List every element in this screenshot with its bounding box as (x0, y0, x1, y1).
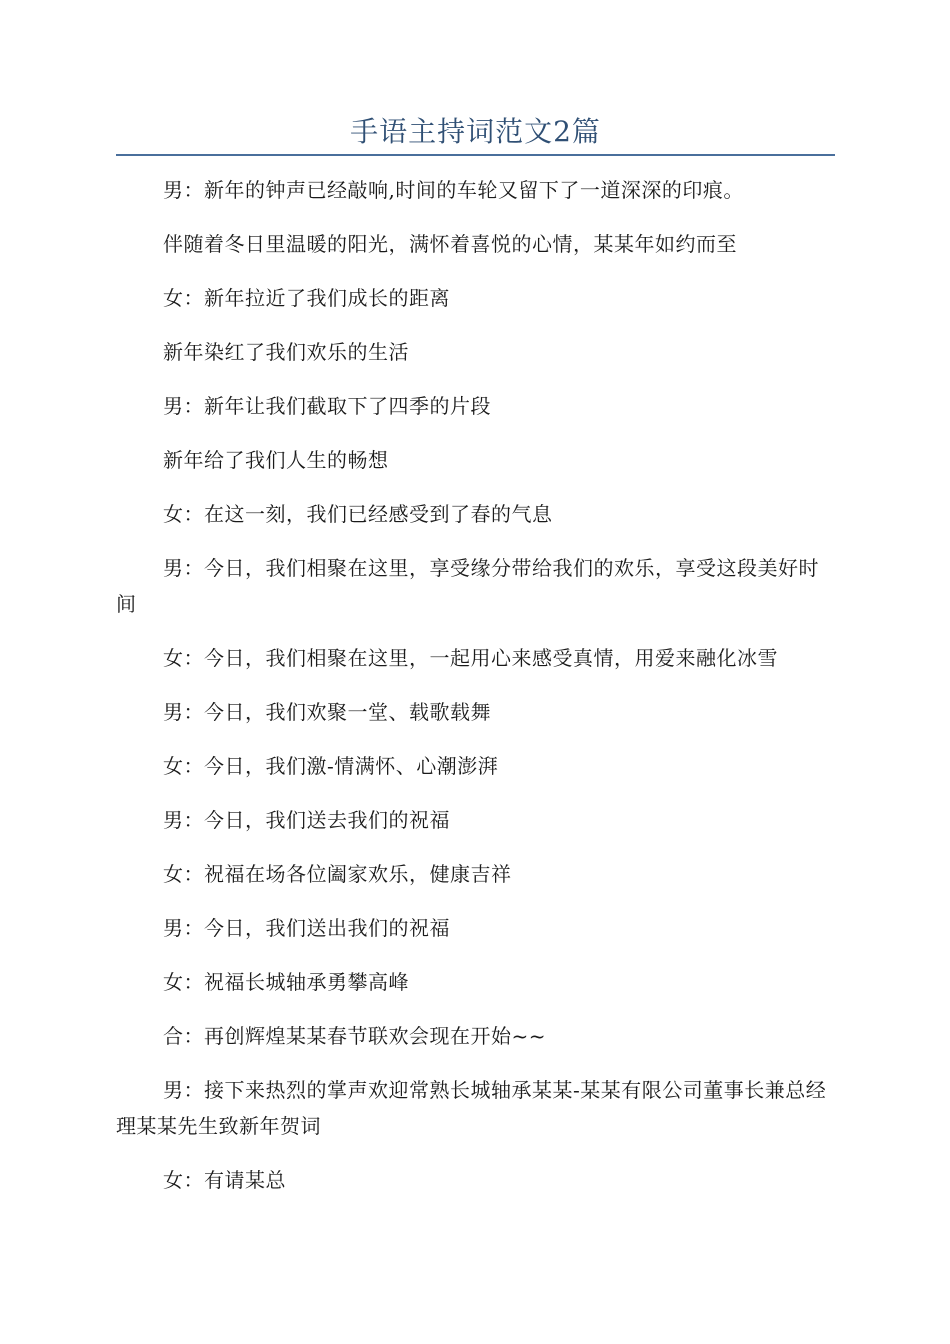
paragraph: 男：接下来热烈的掌声欢迎常熟长城轴承某某-某某有限公司董事长兼总经理某某先生致新年贺词 (116, 1078, 827, 1138)
paragraph: 女：祝福长城轴承勇攀高峰 (163, 970, 409, 994)
paragraph: 合：再创辉煌某某春节联欢会现在开始~~ (163, 1024, 547, 1048)
paragraph: 新年染红了我们欢乐的生活 (163, 340, 409, 364)
paragraph: 女：今日，我们相聚在这里，一起用心来感受真情，用爱来融化冰雪 (163, 646, 778, 670)
paragraph: 男：今日，我们相聚在这里，享受缘分带给我们的欢乐，享受这段美好时间 (116, 556, 819, 616)
paragraph: 伴随着冬日里温暖的阳光，满怀着喜悦的心情，某某年如约而至 (163, 232, 737, 256)
paragraph: 女：新年拉近了我们成长的距离 (163, 286, 450, 310)
paragraph: 女：今日，我们激-情满怀、心潮澎湃 (163, 754, 499, 778)
title-underline (116, 154, 835, 156)
document-body (116, 172, 835, 1216)
paragraph: 女：祝福在场各位阖家欢乐，健康吉祥 (163, 862, 512, 886)
paragraph: 新年给了我们人生的畅想 (163, 448, 389, 472)
document-title: 手语主持词范文2篇 (350, 115, 601, 148)
paragraph: 男：今日，我们送出我们的祝福 (163, 916, 450, 940)
paragraph: 男：新年让我们截取下了四季的片段 (163, 394, 491, 418)
paragraph: 女：在这一刻，我们已经感受到了春的气息 (163, 502, 553, 526)
paragraph: 男：今日，我们欢聚一堂、载歌载舞 (163, 700, 491, 724)
paragraph: 男：新年的钟声已经敲响,时间的车轮又留下了一道深深的印痕。 (163, 178, 744, 202)
paragraph: 女：有请某总 (163, 1168, 286, 1192)
paragraph: 男：今日，我们送去我们的祝福 (163, 808, 450, 832)
